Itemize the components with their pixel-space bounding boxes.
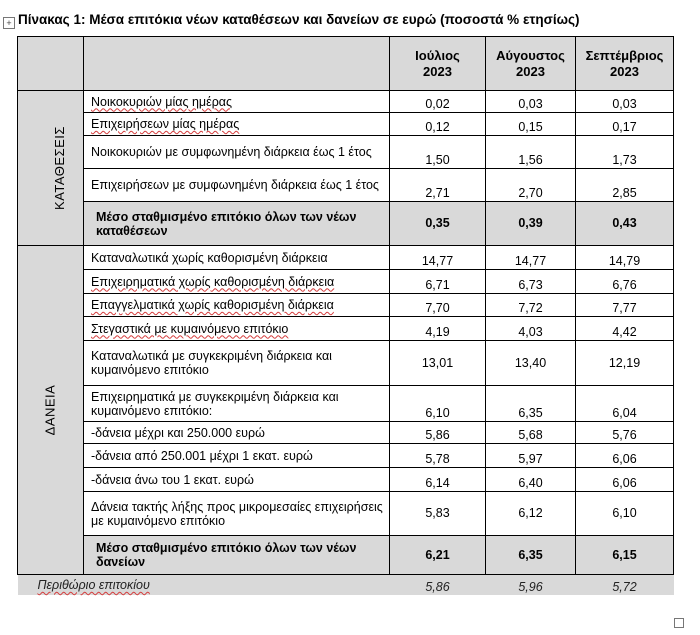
row-label: Μέσο σταθμισμένο επιτόκιο όλων των νέων καταθέσεων [84,202,390,246]
value-cell: 6,35 [486,536,576,575]
value-cell: 6,06 [576,468,674,492]
loans-average-row [18,536,674,575]
value-cell: 0,03 [486,91,576,113]
row-label: Νοικοκυριών μίας ημέρας [84,91,390,113]
table-resize-handle-icon[interactable] [674,618,684,628]
value-cell: 6,35 [486,386,576,422]
loans-group-label: ΔΑΝΕΙΑ [18,246,84,575]
value-cell: 1,73 [576,136,674,169]
value-cell: 13,01 [390,341,486,386]
row-label: Καταναλωτικά χωρίς καθορισμένη διάρκεια [84,246,390,270]
table-row [18,113,674,136]
value-cell: 14,77 [390,246,486,270]
value-cell: 0,03 [576,91,674,113]
row-label: Επιχειρηματικά με συγκεκριμένη διάρκεια και κυμαινόμενο επιτόκιο: [84,386,390,422]
value-cell: 6,15 [576,536,674,575]
header-row [18,37,674,91]
value-cell: 6,14 [390,468,486,492]
row-label: Επαγγελματικά χωρίς καθορισμένη διάρκεια [84,294,390,317]
row-label: Στεγαστικά με κυμαινόμενο επιτόκιο [84,317,390,341]
row-label: Επιχειρήσεων μίας ημέρας [84,113,390,136]
value-cell: 5,97 [486,444,576,468]
value-cell: 5,76 [576,422,674,444]
deposits-group-label: ΚΑΤΑΘΕΣΕΙΣ [18,91,84,246]
table-row [18,317,674,341]
value-cell: 0,17 [576,113,674,136]
value-cell: 5,86 [390,422,486,444]
table-row [18,294,674,317]
value-cell: 0,12 [390,113,486,136]
value-cell: 6,04 [576,386,674,422]
row-label: -δάνεια άνω του 1 εκατ. ευρώ [84,468,390,492]
value-cell: 4,03 [486,317,576,341]
value-cell: 2,85 [576,169,674,202]
value-cell: 0,39 [486,202,576,246]
table-row [18,492,674,536]
interest-margin-row [18,575,674,595]
value-cell: 1,50 [390,136,486,169]
value-cell: 6,06 [576,444,674,468]
value-cell: 6,73 [486,270,576,294]
header-blank-cell [18,37,84,91]
table-row [18,91,674,113]
value-cell: 4,19 [390,317,486,341]
value-cell: 14,77 [486,246,576,270]
value-cell: 5,86 [390,575,486,595]
value-cell: 6,10 [576,492,674,536]
row-label: -δάνεια μέχρι και 250.000 ευρώ [84,422,390,444]
table-row [18,468,674,492]
table-title: Πίνακας 1: Μέσα επιτόκια νέων καταθέσεων και δανείων σε ευρώ (ποσοστά % ετησίως) [18,12,580,27]
value-cell: 4,42 [576,317,674,341]
value-cell: 7,72 [486,294,576,317]
value-cell: 5,78 [390,444,486,468]
value-cell: 0,15 [486,113,576,136]
row-label: -δάνεια από 250.001 μέχρι 1 εκατ. ευρώ [84,444,390,468]
value-cell: 6,40 [486,468,576,492]
value-cell: 13,40 [486,341,576,386]
value-cell: 0,02 [390,91,486,113]
value-cell: 0,43 [576,202,674,246]
deposits-average-row [18,202,674,246]
table-row [18,422,674,444]
row-label: Περιθώριο επιτοκίου [18,575,390,595]
value-cell: 14,79 [576,246,674,270]
header-label-cell [84,37,390,91]
value-cell: 12,19 [576,341,674,386]
table-row [18,341,674,386]
col-header-august: Αύγουστος 2023 [486,37,576,91]
value-cell: 7,77 [576,294,674,317]
value-cell: 2,70 [486,169,576,202]
value-cell: 5,96 [486,575,576,595]
value-cell: 6,21 [390,536,486,575]
row-label: Δάνεια τακτής λήξης προς μικρομεσαίες επιχειρήσεις με κυμαινόμενο επιτόκιο [84,492,390,536]
value-cell: 5,68 [486,422,576,444]
value-cell: 6,71 [390,270,486,294]
col-header-september: Σεπτέμβριος 2023 [576,37,674,91]
value-cell: 6,12 [486,492,576,536]
row-label: Επιχειρήσεων με συμφωνημένη διάρκεια έως 1 έτος [84,169,390,202]
table-row [18,169,674,202]
value-cell: 5,72 [576,575,674,595]
table-row [18,444,674,468]
value-cell: 5,83 [390,492,486,536]
table-row [18,136,674,169]
value-cell: 7,70 [390,294,486,317]
value-cell: 1,56 [486,136,576,169]
row-label: Καταναλωτικά με συγκεκριμένη διάρκεια και κυμαινόμενο επιτόκιο [84,341,390,386]
value-cell: 6,10 [390,386,486,422]
table-move-handle-icon[interactable]: + [3,17,15,29]
row-label: Νοικοκυριών με συμφωνημένη διάρκεια έως 1 έτος [84,136,390,169]
value-cell: 6,76 [576,270,674,294]
interest-rates-table [17,36,674,595]
table-row [18,270,674,294]
value-cell: 2,71 [390,169,486,202]
table-row [18,386,674,422]
row-label: Επιχειρηματικά χωρίς καθορισμένη διάρκεια [84,270,390,294]
col-header-july: Ιούλιος 2023 [390,37,486,91]
value-cell: 0,35 [390,202,486,246]
row-label: Μέσο σταθμισμένο επιτόκιο όλων των νέων δανείων [84,536,390,575]
table-row [18,246,674,270]
